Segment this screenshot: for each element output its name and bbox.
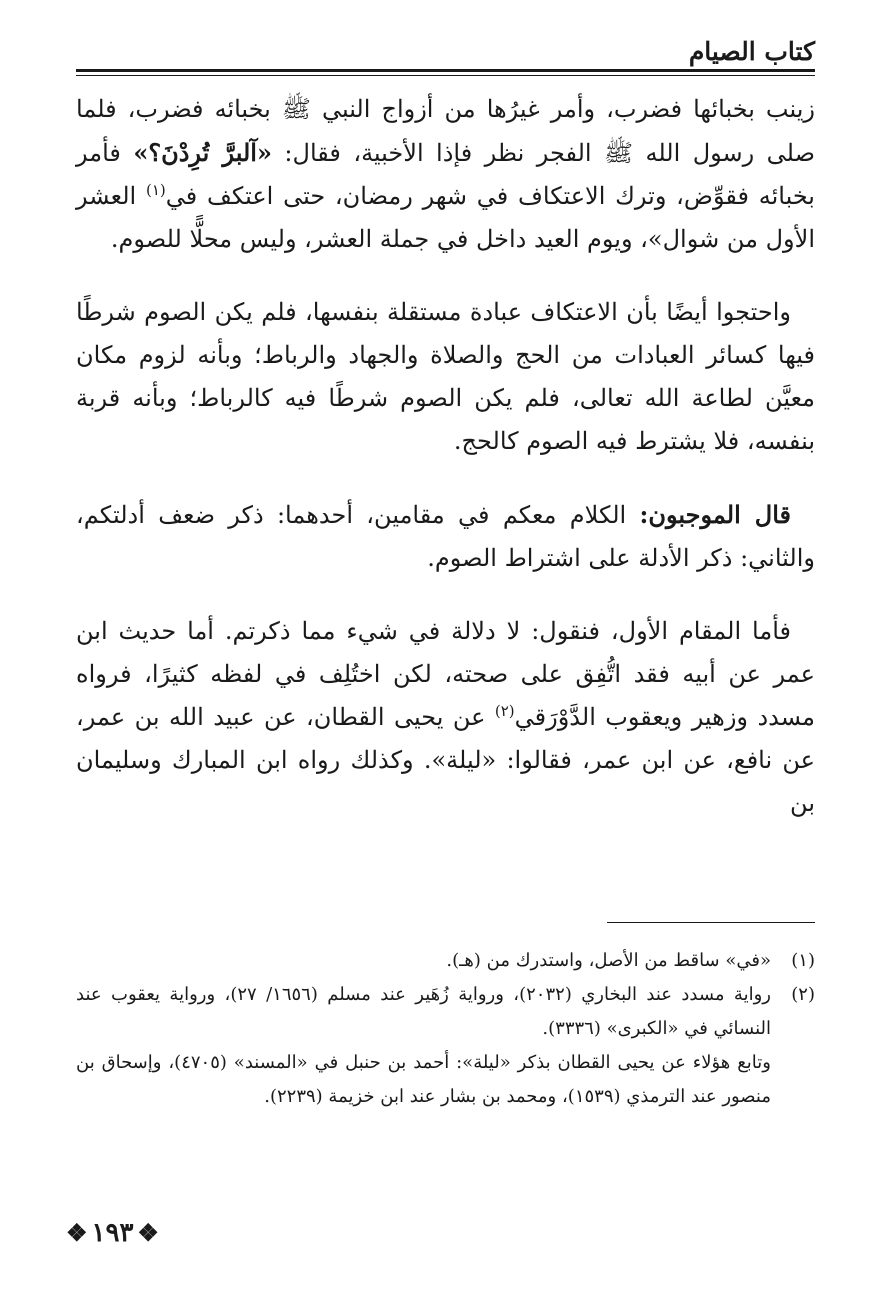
paragraph-2: واحتجوا أيضًا بأن الاعتكاف عبادة مستقلة بنفسها، فلم يكن الصوم شرطًا فيها كسائر العبادات من الحج والصلاة والجهاد والرباط؛ وبأنه لزوم مكان معيَّن لطاعة الله تعالى، فلم يكن الصوم شرطًا فيه كالرباط؛ وبأنه قربة بنفسه، فلا يشترط فيه الصوم كالحج. (76, 298, 815, 455)
footnote-text: «في» ساقط من الأصل، واستدرك من (هـ). (446, 950, 771, 971)
footnote-number: (٢) (791, 984, 815, 1005)
main-text (76, 88, 815, 855)
ornament-icon: ❖ (66, 1218, 88, 1247)
header-rule-thin (76, 75, 815, 76)
footnote-text: رواية مسدد عند البخاري (٢٠٣٢)، ورواية زُهَير عند مسلم (١٦٥٦/ ٢٧)، ورواية يعقوب عند النسائي في «الكبرى» (٣٣٣٦). وتابع هؤلاء عن يحيى القطان بذكر «ليلة»: أحمد بن حنبل في «المسند» (٤٧٠٥)، وإسحاق بن منصور عند الترمذي (١٥٣٩)، ومحمد بن بشار عند ابن خزيمة (٢٢٣٩). (76, 984, 771, 1107)
page-number-block (62, 1216, 163, 1250)
paragraph-3: قال الموجبون: الكلام معكم في مقامين، أحدهما: ذكر ضعف أدلتكم، والثاني: ذكر الأدلة على اشتراط الصوم. (76, 500, 815, 572)
paragraph-1: زينب بخبائها فضرب، وأمر غيرُها من أزواج النبي ﷺ بخبائه فضرب، فلما صلى رسول الله ﷺ الفجر نظر فإذا الأخبية، فقال: «آلبرَّ تُرِدْنَ؟» فأمر بخبائه فقوِّض، وترك الاعتكاف في شهر رمضان، حتى اعتكف في$^{(١)}$ العشر الأول من شوال»، ويوم العيد داخل في جملة العشر، وليس محلًّا للصوم. (76, 95, 816, 253)
footnote-2 (76, 978, 815, 1114)
paragraph-lead: قال الموجبون: (639, 500, 792, 529)
footnote-continuation: وتابع هؤلاء عن يحيى القطان بذكر «ليلة»: أحمد بن حنبل في «المسند» (٤٧٠٥)، وإسحاق بن منصور عند الترمذي (١٥٣٩)، ومحمد بن بشار عند ابن خزيمة (٢٢٣٩). (76, 1052, 771, 1107)
paragraph-4: فأما المقام الأول، فنقول: لا دلالة في شيء مما ذكرتم. أما حديث ابن عمر عن أبيه فقد اتُّفِق على صحته، لكن اختُلِف في لفظه كثيرًا، فرواه مسدد وزهير ويعقوب الدَّوْرَقي$^{(٢)}$ عن يحيى القطان، عن عبيد الله بن عمر، عن نافع، عن ابن عمر، فقالوا: «ليلة». وكذلك رواه ابن المبارك وسليمان بن (76, 617, 815, 817)
ornament-icon: ❖ (137, 1218, 159, 1247)
footnotes (76, 944, 815, 1114)
chapter-title: كتاب الصيام (688, 37, 815, 66)
footnote-1 (76, 944, 815, 978)
header-rule-thick (76, 69, 815, 72)
quote: «آلبرَّ تُرِدْنَ؟» (133, 138, 272, 167)
footnote-separator (607, 922, 815, 923)
footnote-ref-2: (٢) (494, 702, 515, 720)
running-header (76, 36, 815, 76)
page-number: ١٩٣ (91, 1218, 134, 1248)
footnote-number: (١) (791, 950, 815, 971)
footnote-ref-1: (١) (145, 181, 166, 199)
